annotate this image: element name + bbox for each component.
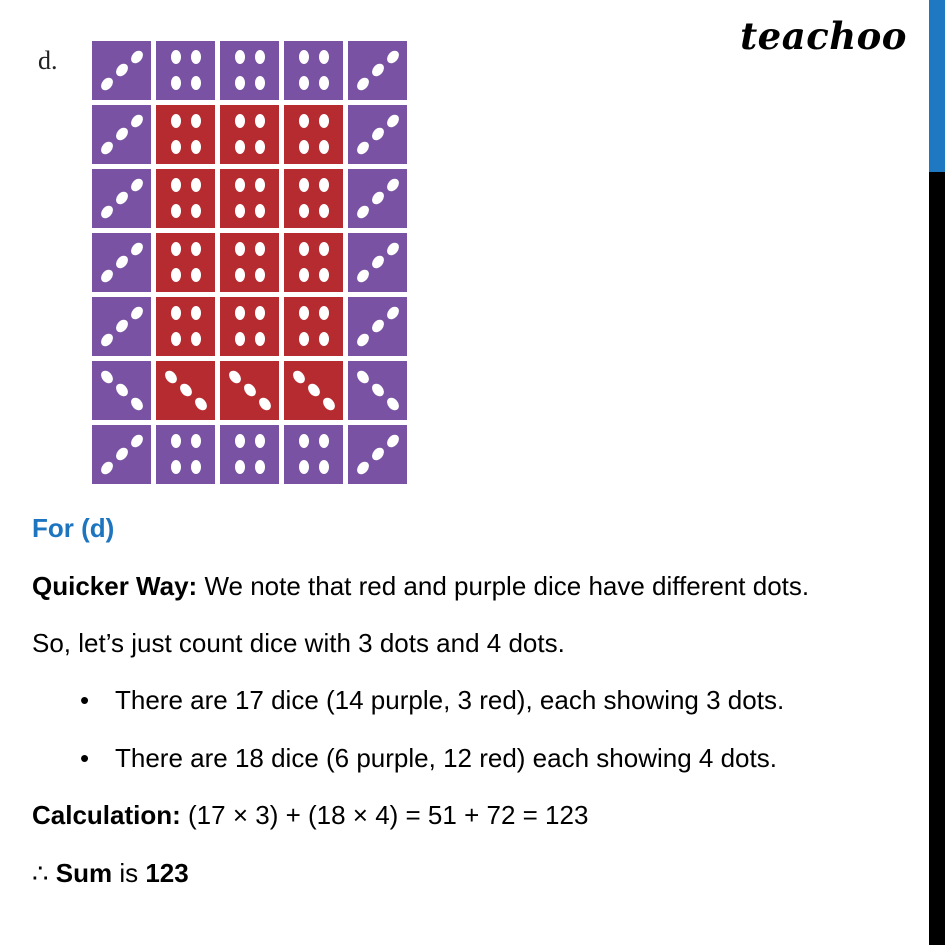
die-pip	[255, 50, 265, 64]
die-pip	[255, 434, 265, 448]
purple-die	[348, 425, 407, 484]
die-pip	[299, 332, 309, 346]
die-pip	[171, 76, 181, 90]
die-pip	[319, 204, 329, 218]
die-pip	[171, 50, 181, 64]
die-pip	[321, 395, 338, 412]
bullet-icon: •	[80, 743, 90, 773]
die-pip	[299, 114, 309, 128]
die-pip	[129, 240, 146, 257]
purple-die	[92, 297, 151, 356]
die-pip	[370, 317, 387, 334]
die-pip	[235, 460, 245, 474]
red-die	[156, 361, 215, 420]
purple-die	[92, 169, 151, 228]
die-pip	[370, 381, 387, 398]
die-pip	[235, 434, 245, 448]
die-pip	[235, 268, 245, 282]
red-die	[284, 169, 343, 228]
calculation-line	[32, 799, 588, 831]
die-pip	[129, 112, 146, 129]
quicker-way-label: Quicker Way:	[32, 571, 198, 601]
die-pip	[171, 114, 181, 128]
red-die	[284, 233, 343, 292]
die-pip	[319, 306, 329, 320]
die-pip	[255, 242, 265, 256]
die-pip	[191, 76, 201, 90]
die-pip	[255, 204, 265, 218]
die-pip	[191, 50, 201, 64]
die-pip	[227, 368, 244, 385]
die-pip	[370, 445, 387, 462]
die-pip	[385, 240, 402, 257]
red-die	[220, 105, 279, 164]
die-pip	[299, 50, 309, 64]
die-pip	[355, 139, 372, 156]
die-pip	[99, 139, 116, 156]
side-accent-bar	[929, 0, 945, 172]
die-pip	[385, 304, 402, 321]
die-pip	[370, 125, 387, 142]
purple-die	[92, 105, 151, 164]
die-pip	[255, 140, 265, 154]
die-pip	[385, 112, 402, 129]
die-pip	[191, 114, 201, 128]
die-pip	[235, 140, 245, 154]
red-die	[284, 297, 343, 356]
die-pip	[299, 204, 309, 218]
die-pip	[129, 432, 146, 449]
die-pip	[319, 332, 329, 346]
red-die	[284, 361, 343, 420]
die-pip	[99, 203, 116, 220]
die-pip	[99, 368, 116, 385]
purple-die	[348, 169, 407, 228]
die-pip	[319, 242, 329, 256]
purple-die	[220, 425, 279, 484]
count-instruction-line: So, let’s just count dice with 3 dots and 4 dots.	[32, 628, 565, 658]
die-pip	[235, 204, 245, 218]
die-pip	[129, 48, 146, 65]
die-pip	[299, 242, 309, 256]
side-bar	[929, 172, 945, 945]
calculation-text: (17 × 3) + (18 × 4) = 51 + 72 = 123	[180, 800, 589, 830]
die-pip	[163, 368, 180, 385]
die-pip	[129, 395, 146, 412]
die-pip	[299, 306, 309, 320]
is-text: is	[112, 858, 146, 888]
die-pip	[319, 434, 329, 448]
die-pip	[99, 267, 116, 284]
teachoo-logo: teachoo	[740, 14, 907, 58]
die-pip	[370, 253, 387, 270]
die-pip	[235, 242, 245, 256]
die-pip	[306, 381, 323, 398]
die-pip	[299, 140, 309, 154]
die-pip	[385, 432, 402, 449]
die-pip	[299, 178, 309, 192]
die-pip	[171, 204, 181, 218]
die-pip	[242, 381, 259, 398]
die-pip	[385, 395, 402, 412]
purple-die	[284, 41, 343, 100]
calculation-label: Calculation:	[32, 800, 181, 830]
die-pip	[191, 460, 201, 474]
sum-label: Sum	[55, 858, 113, 888]
die-pip	[355, 267, 372, 284]
die-pip	[291, 368, 308, 385]
die-pip	[129, 304, 146, 321]
die-pip	[114, 189, 131, 206]
die-pip	[171, 242, 181, 256]
bullet-item	[80, 684, 784, 716]
die-pip	[355, 368, 372, 385]
die-pip	[319, 460, 329, 474]
die-pip	[235, 332, 245, 346]
bullet-item	[80, 742, 777, 774]
die-pip	[171, 140, 181, 154]
die-pip	[235, 306, 245, 320]
die-pip	[191, 178, 201, 192]
die-pip	[255, 268, 265, 282]
sum-value: 123	[145, 858, 189, 888]
die-pip	[171, 178, 181, 192]
bullet-text: There are 17 dice (14 purple, 3 red), each showing 3 dots.	[115, 685, 785, 715]
red-die	[220, 297, 279, 356]
die-pip	[319, 76, 329, 90]
die-pip	[319, 114, 329, 128]
die-pip	[191, 306, 201, 320]
red-die	[156, 105, 215, 164]
purple-die	[348, 233, 407, 292]
die-pip	[299, 268, 309, 282]
therefore-symbol: ∴	[32, 858, 56, 888]
die-pip	[255, 332, 265, 346]
die-pip	[235, 50, 245, 64]
die-pip	[193, 395, 210, 412]
die-pip	[191, 434, 201, 448]
die-pip	[191, 332, 201, 346]
die-pip	[319, 178, 329, 192]
die-pip	[255, 460, 265, 474]
red-die	[220, 233, 279, 292]
die-pip	[114, 125, 131, 142]
result-line	[32, 857, 189, 889]
purple-die	[92, 233, 151, 292]
solution-heading: For (d)	[32, 513, 115, 543]
die-pip	[235, 76, 245, 90]
purple-die	[92, 361, 151, 420]
die-pip	[370, 61, 387, 78]
die-pip	[191, 140, 201, 154]
die-pip	[319, 268, 329, 282]
die-pip	[114, 317, 131, 334]
purple-die	[156, 425, 215, 484]
purple-die	[348, 297, 407, 356]
die-pip	[129, 176, 146, 193]
die-pip	[355, 331, 372, 348]
die-pip	[255, 178, 265, 192]
die-pip	[385, 48, 402, 65]
purple-die	[348, 361, 407, 420]
die-pip	[385, 176, 402, 193]
part-label: d.	[38, 46, 58, 75]
bullet-icon: •	[80, 685, 90, 715]
red-die	[156, 233, 215, 292]
bullet-text: There are 18 dice (6 purple, 12 red) each showing 4 dots.	[115, 743, 777, 773]
die-pip	[255, 114, 265, 128]
purple-die	[92, 425, 151, 484]
die-pip	[235, 178, 245, 192]
red-die	[156, 297, 215, 356]
red-die	[284, 105, 343, 164]
purple-die	[92, 41, 151, 100]
die-pip	[171, 434, 181, 448]
die-pip	[355, 203, 372, 220]
die-pip	[99, 75, 116, 92]
die-pip	[171, 306, 181, 320]
red-die	[220, 169, 279, 228]
purple-die	[348, 41, 407, 100]
die-pip	[257, 395, 274, 412]
die-pip	[355, 75, 372, 92]
die-pip	[99, 459, 116, 476]
die-pip	[355, 459, 372, 476]
die-pip	[255, 76, 265, 90]
die-pip	[114, 381, 131, 398]
die-pip	[299, 76, 309, 90]
die-pip	[114, 445, 131, 462]
die-pip	[99, 331, 116, 348]
die-pip	[171, 268, 181, 282]
die-pip	[319, 50, 329, 64]
purple-die	[284, 425, 343, 484]
purple-die	[220, 41, 279, 100]
die-pip	[299, 460, 309, 474]
purple-die	[348, 105, 407, 164]
purple-die	[156, 41, 215, 100]
die-pip	[171, 460, 181, 474]
quicker-way-line	[32, 570, 809, 602]
die-pip	[370, 189, 387, 206]
die-pip	[299, 434, 309, 448]
die-pip	[114, 61, 131, 78]
die-pip	[235, 114, 245, 128]
die-pip	[171, 332, 181, 346]
die-pip	[255, 306, 265, 320]
red-die	[156, 169, 215, 228]
die-pip	[191, 242, 201, 256]
die-pip	[178, 381, 195, 398]
quicker-way-text: We note that red and purple dice have different dots.	[197, 571, 810, 601]
die-pip	[319, 140, 329, 154]
red-die	[220, 361, 279, 420]
die-pip	[191, 268, 201, 282]
die-pip	[114, 253, 131, 270]
die-pip	[191, 204, 201, 218]
